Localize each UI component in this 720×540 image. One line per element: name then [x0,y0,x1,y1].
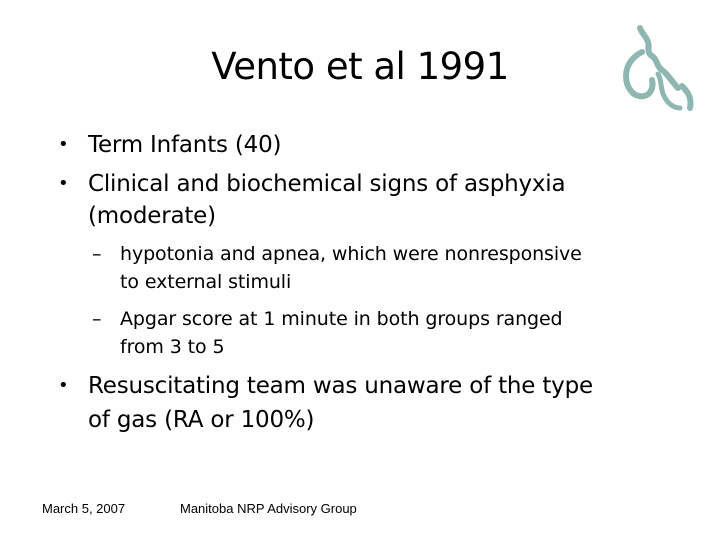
sub-bullet-item-2 [92,305,680,333]
bullet-marker: • [58,134,69,155]
bullet-text-line-1: Resuscitating team was unaware of the type [88,373,593,399]
bullet-item-2 [58,168,688,200]
sub-bullet-marker: – [92,308,102,330]
mother-child-logo-icon [616,22,702,114]
bullet-item-3-continuation [88,404,688,436]
sub-bullet-item-2-continuation [120,333,680,361]
bullet-item-3 [58,370,688,402]
sub-bullet-marker: – [92,243,102,265]
sub-bullet-text-line-2: to external stimuli [120,271,292,293]
sub-bullet-item-1-continuation [120,268,680,296]
slide-title: Vento et al 1991 [211,45,509,88]
sub-bullet-text-line-2: from 3 to 5 [120,336,225,358]
bullet-text-line-2: of gas (RA or 100%) [88,407,315,433]
bullet-marker: • [58,375,69,396]
bullet-text: Term Infants (40) [88,132,282,158]
bullet-item-1 [58,129,688,161]
footer-organization: Manitoba NRP Advisory Group [180,501,357,516]
sub-bullet-text-line-1: Apgar score at 1 minute in both groups ranged [120,308,563,330]
bullet-marker: • [58,173,69,194]
sub-bullet-item-1 [92,240,680,268]
sub-bullet-text-line-1: hypotonia and apnea, which were nonresponsive [120,243,582,265]
bullet-text-line-1: Clinical and biochemical signs of asphyxia [88,171,566,197]
bullet-text-line-2: (moderate) [88,203,216,229]
footer-date: March 5, 2007 [42,501,126,516]
bullet-item-2-continuation [88,200,688,232]
